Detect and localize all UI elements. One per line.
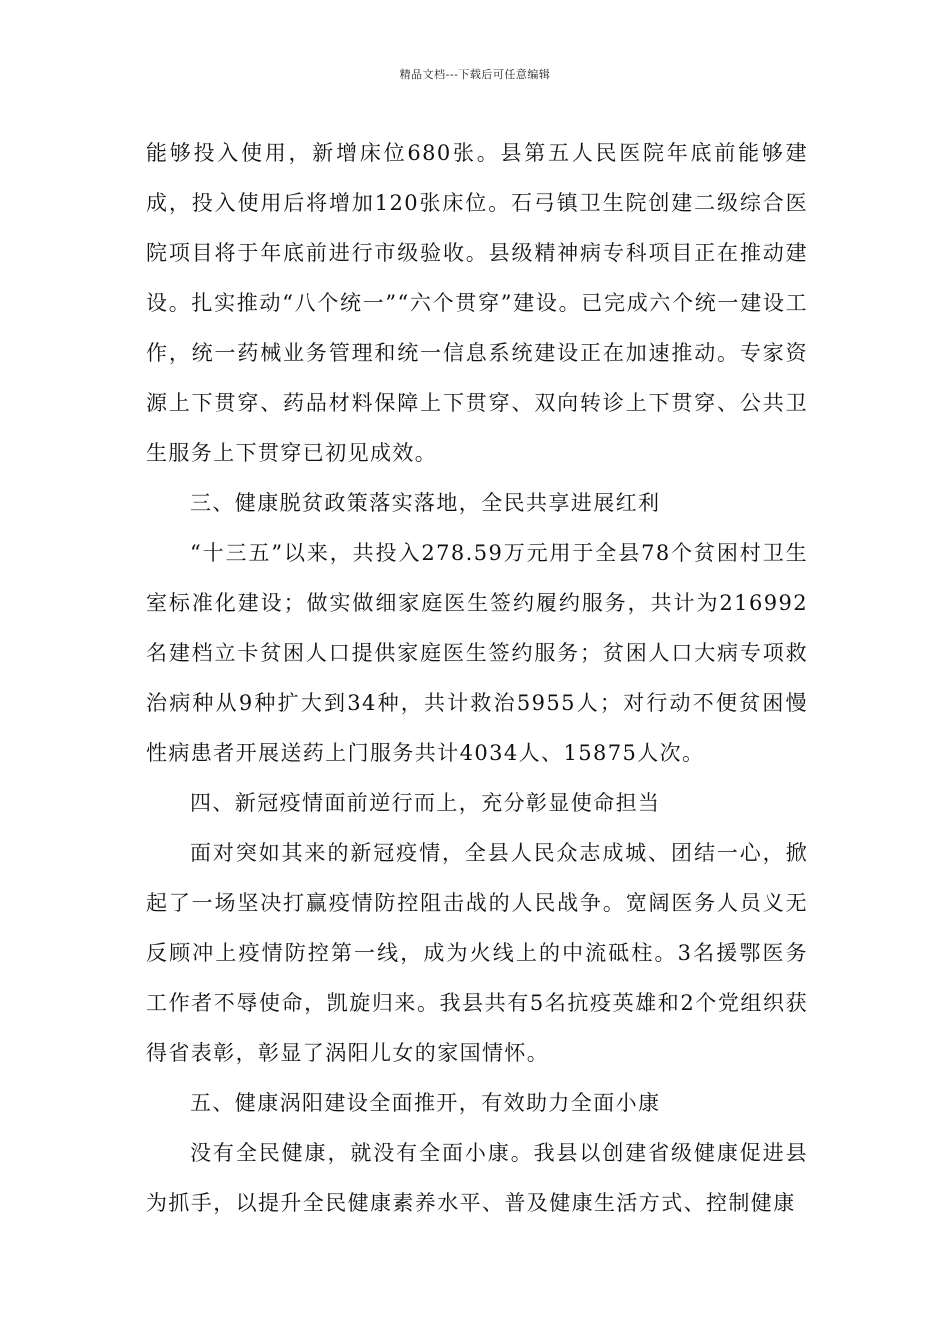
document-body — [146, 128, 808, 1228]
section-heading-4: 四、新冠疫情面前逆行而上，充分彰显使命担当 — [190, 791, 661, 815]
page-header: 精品文档---下载后可任意编辑 — [399, 68, 551, 81]
paragraph-body: “十三五”以来，共投入278.59万元用于全县78个贫困村卫生室标准化建设；做实做细家庭医生签约履约服务，共计为216992名建档立卡贫困人口提供家庭医生签约服务；贫困人口大病专项救治病种从9种扩大到34种，共计救治5955人；对行动不便贫困慢性病患者开展送药上门服务共计4034人、15875人次。 — [146, 541, 808, 765]
paragraph-continuation: 能够投入使用，新增床位680张。县第五人民医院年底前能够建成，投入使用后将增加120张床位。石弓镇卫生院创建二级综合医院项目将于年底前进行市级验收。县级精神病专科项目正在推动建设。扎实推动“八个统一”“六个贯穿”建设。已完成六个统一建设工作，统一药械业务管理和统一信息系统建设正在加速推动。专家资源上下贯穿、药品材料保障上下贯穿、双向转诊上下贯穿、公共卫生服务上下贯穿已初见成效。 — [146, 141, 808, 465]
section-heading-5: 五、健康涡阳建设全面推开，有效助力全面小康 — [190, 1091, 661, 1115]
paragraph-body: 没有全民健康，就没有全面小康。我县以创建省级健康促进县为抓手，以提升全民健康素养水平、普及健康生活方式、控制健康 — [146, 1141, 808, 1215]
paragraph-body: 面对突如其来的新冠疫情，全县人民众志成城、团结一心，掀起了一场坚决打赢疫情防控阻击战的人民战争。宽阔医务人员义无反顾冲上疫情防控第一线，成为火线上的中流砥柱。3名援鄂医务工作者不辱使命，凯旋归来。我县共有5名抗疫英雄和2个党组织获得省表彰，彰显了涡阳儿女的家国情怀。 — [146, 841, 808, 1065]
section-heading-3: 三、健康脱贫政策落实落地，全民共享进展红利 — [190, 491, 661, 515]
